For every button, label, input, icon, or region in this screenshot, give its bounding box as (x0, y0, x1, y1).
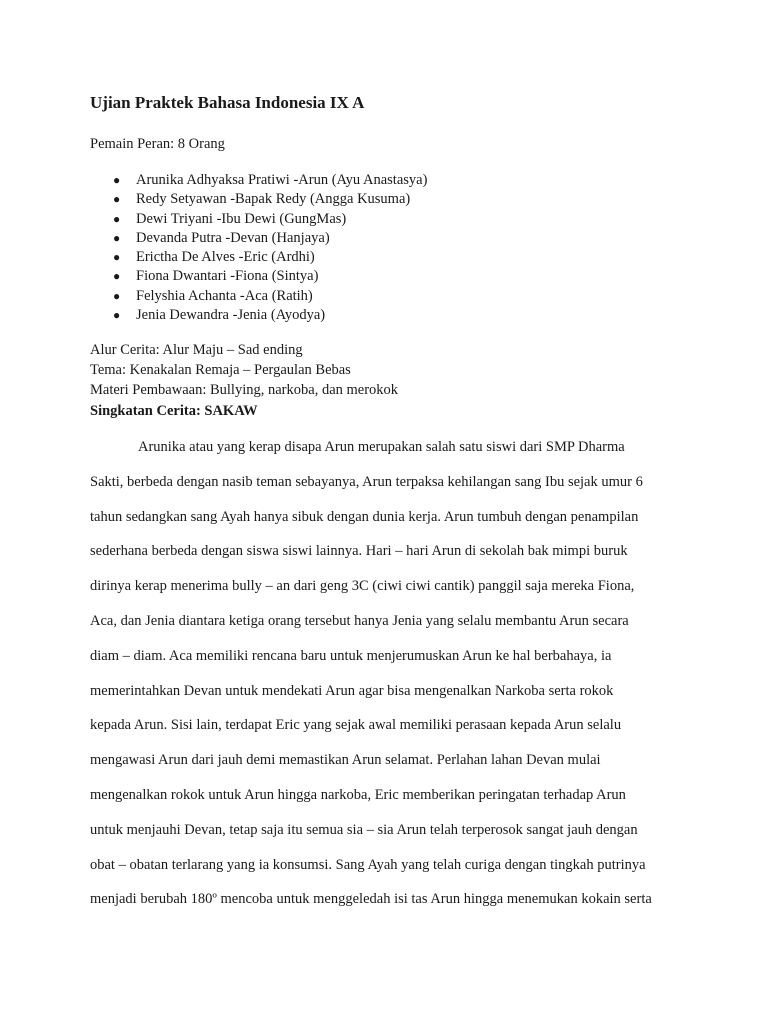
cast-item: ● Dewi Triyani -Ibu Dewi (GungMas) (113, 210, 347, 227)
cast-item: ● Jenia Dewandra -Jenia (Ayodya) (113, 307, 326, 324)
paragraph-line: tahun sedangkan sang Ayah hanya sibuk dengan dunia kerja. Arun tumbuh dengan penampilan (90, 508, 639, 525)
bullet-icon: ● (113, 288, 121, 303)
summary-heading: Singkatan Cerita: SAKAW (90, 403, 258, 419)
paragraph-line: mengenalkan rokok untuk Arun hingga narkoba, Eric memberikan peringatan terhadap Arun (90, 786, 626, 803)
paragraph-line: Aca, dan Jenia diantara ketiga orang tersebut hanya Jenia yang selalu membantu Arun secara (90, 612, 629, 629)
cast-list (90, 171, 427, 325)
paragraph-line: kepada Arun. Sisi lain, terdapat Eric yang sejak awal memiliki perasaan kepada Arun selalu (90, 717, 622, 734)
paragraph-line: mengawasi Arun dari jauh demi memastikan Arun selamat. Perlahan lahan Devan mulai (90, 752, 601, 769)
cast-item: ● Arunika Adhyaksa Pratiwi -Arun (Ayu Anastasya) (113, 172, 428, 188)
cast-item: ● Fiona Dwantari -Fiona (Sintya) (113, 268, 319, 285)
paragraph-line: memerintahkan Devan untuk mendekati Arun agar bisa mengenalkan Narkoba serta rokok (90, 682, 614, 699)
bullet-icon: ● (113, 230, 121, 245)
bullet-icon: ● (113, 173, 121, 187)
paragraph-line: sederhana berbeda dengan siswa siswi lainnya. Hari – hari Arun di sekolah bak mimpi buruk (90, 543, 628, 560)
bullet-icon: ● (113, 250, 121, 265)
bullet-icon: ● (113, 192, 121, 207)
paragraph-line: menjadi berubah 180º mencoba untuk menggeledah isi tas Arun hingga menemukan kokain serta (90, 891, 652, 908)
cast-item: ● Redy Setyawan -Bapak Redy (Angga Kusuma) (113, 191, 411, 208)
bullet-icon: ● (113, 211, 121, 226)
paragraph-line: obat – obatan terlarang yang ia konsumsi. Sang Ayah yang telah curiga dengan tingkah putrinya (90, 856, 646, 873)
bullet-icon: ● (113, 269, 121, 284)
plot-line: Alur Cerita: Alur Maju – Sad ending (90, 342, 303, 358)
players-count: Pemain Peran: 8 Orang (90, 136, 225, 152)
paragraph-line: Arunika atau yang kerap disapa Arun merupakan salah satu siswi dari SMP Dharma (138, 439, 625, 455)
summary-paragraph (90, 435, 690, 922)
paragraph-line: diam – diam. Aca memiliki rencana baru untuk menjerumuskan Arun ke hal berbahaya, ia (90, 647, 612, 664)
bullet-icon: ● (113, 308, 121, 323)
paragraph-line: untuk menjauhi Devan, tetap saja itu semua sia – sia Arun telah terperosok sangat jauh dengan (90, 821, 638, 838)
theme-line: Tema: Kenakalan Remaja – Pergaulan Bebas (90, 362, 351, 378)
document-title: Ujian Praktek Bahasa Indonesia IX A (90, 93, 365, 112)
paragraph-line: dirinya kerap menerima bully – an dari geng 3C (ciwi ciwi cantik) panggil saja mereka Fiona, (90, 578, 635, 595)
paragraph-line: Sakti, berbeda dengan nasib teman sebayanya, Arun terpaksa kehilangan sang Ibu sejak umur 6 (90, 473, 643, 490)
cast-item: ● Felyshia Achanta -Aca (Ratih) (113, 287, 313, 304)
material-line: Materi Pembawaan: Bullying, narkoba, dan merokok (90, 382, 399, 398)
cast-item: ● Devanda Putra -Devan (Hanjaya) (113, 229, 330, 246)
cast-item: ● Erictha De Alves -Eric (Ardhi) (113, 249, 315, 266)
